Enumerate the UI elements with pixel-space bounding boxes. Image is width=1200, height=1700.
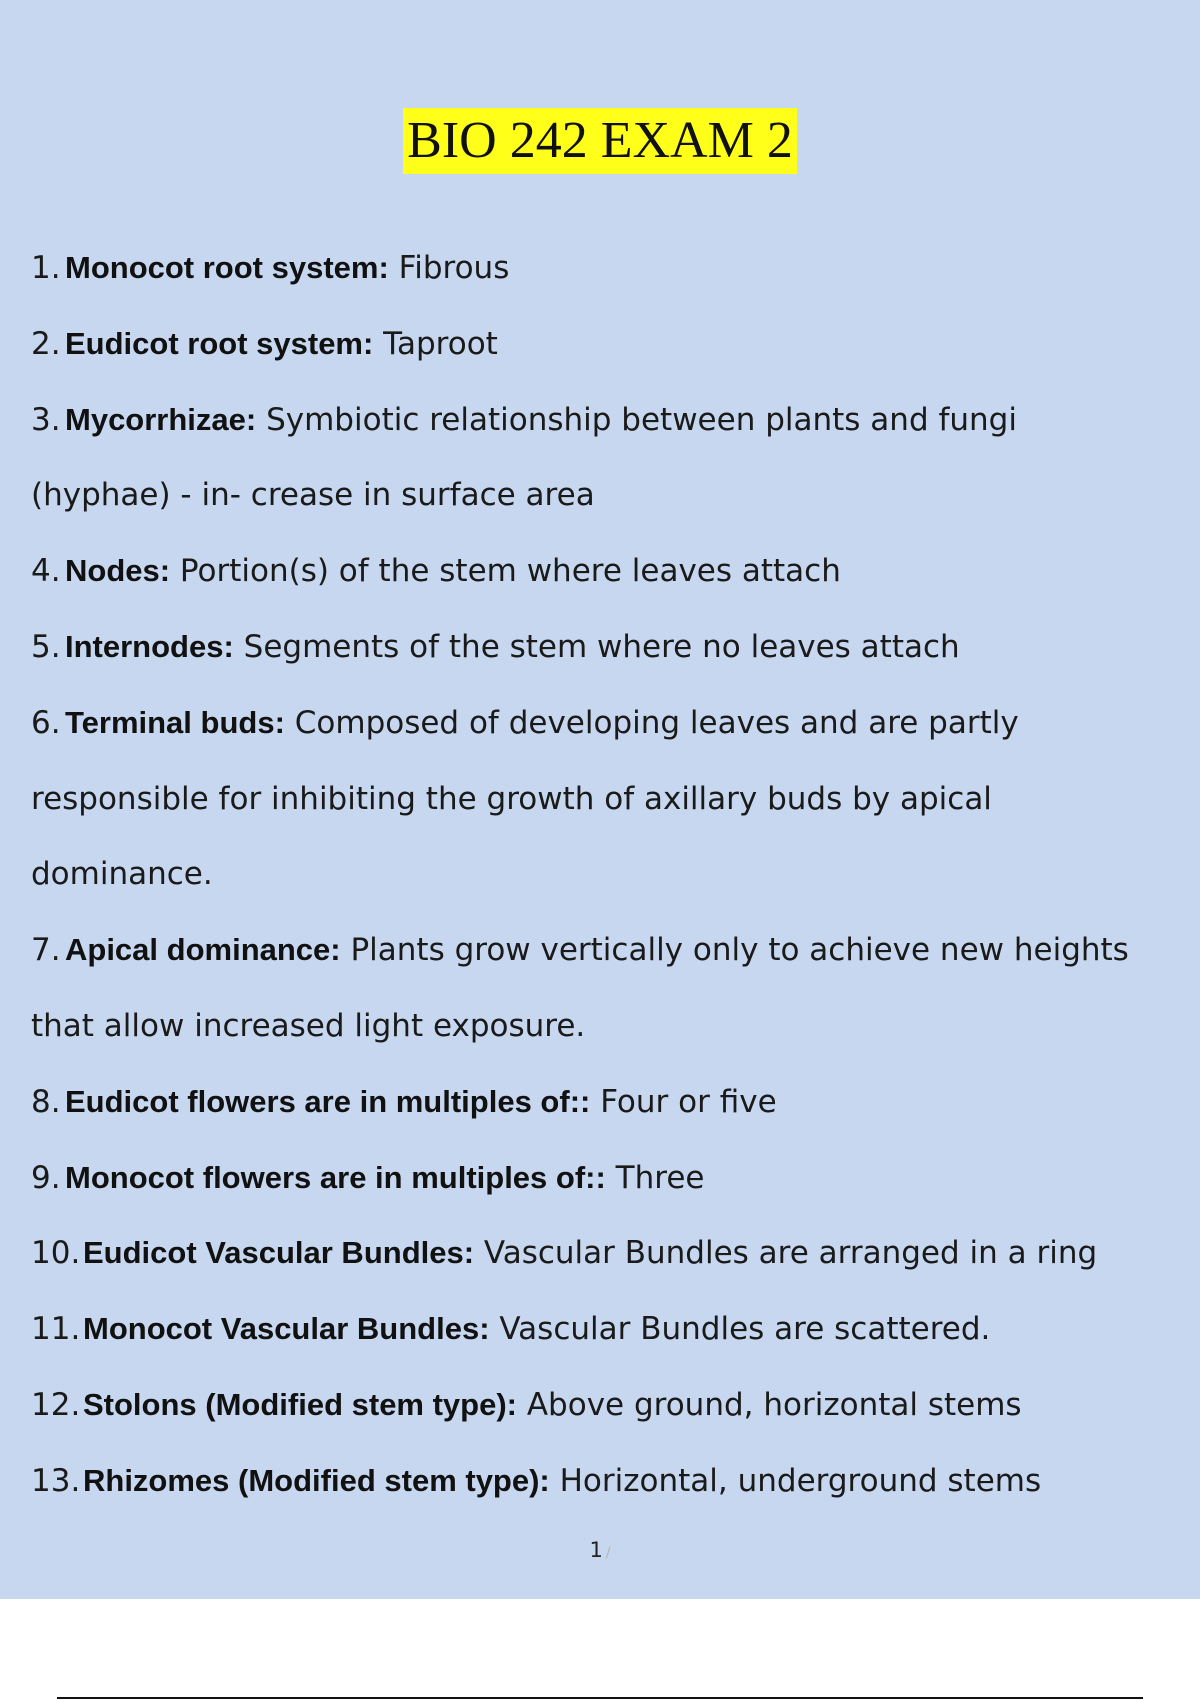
item-definition-line: (hyphae) - in- crease in surface area xyxy=(31,477,595,514)
item-definition: Composed of developing leaves and are partly xyxy=(284,704,1019,741)
list-item xyxy=(31,1229,1181,1305)
item-definition: Vascular Bundles are arranged in a ring xyxy=(474,1235,1098,1272)
document-title: BIO 242 EXAM 2 xyxy=(403,108,797,174)
item-definition: Plants grow vertically only to achieve new heights xyxy=(340,932,1129,969)
item-number: 8. xyxy=(31,1083,61,1120)
item-definition-line: dominance. xyxy=(31,856,213,893)
item-number: 11. xyxy=(31,1311,81,1348)
item-term: Terminal buds: xyxy=(65,704,285,740)
item-term: Internodes: xyxy=(65,628,234,664)
list-item xyxy=(31,926,1181,1002)
item-definition: Portion(s) of the stem where leaves attach xyxy=(170,553,841,590)
list-item xyxy=(31,396,1181,472)
item-number: 6. xyxy=(31,704,61,741)
item-definition-line: responsible for inhibiting the growth of axillary buds by apical xyxy=(31,780,992,817)
item-definition: Three xyxy=(605,1159,705,1196)
item-term: Rhizomes (Modified stem type): xyxy=(83,1462,550,1498)
title-container xyxy=(0,108,1200,174)
item-term: Stolons (Modified stem type): xyxy=(83,1386,517,1422)
item-definition-continuation xyxy=(31,850,1181,926)
item-term: Eudicot root system: xyxy=(65,325,374,361)
list-item xyxy=(31,1154,1181,1230)
item-definition: Horizontal, underground stems xyxy=(549,1462,1042,1499)
item-definition: Vascular Bundles are scattered. xyxy=(489,1311,991,1348)
list-item xyxy=(31,547,1181,623)
item-definition: Taproot xyxy=(373,325,498,362)
item-term: Monocot Vascular Bundles: xyxy=(83,1311,490,1347)
flashcard-list xyxy=(31,244,1181,1533)
list-item xyxy=(31,699,1181,775)
item-term: Monocot root system: xyxy=(65,250,389,285)
list-item xyxy=(31,1078,1181,1154)
list-item xyxy=(31,623,1181,699)
item-number: 2. xyxy=(31,325,61,362)
item-definition: Symbiotic relationship between plants and fungi xyxy=(256,401,1017,438)
list-item xyxy=(31,320,1181,396)
item-term: Apical dominance: xyxy=(65,932,341,968)
list-item xyxy=(31,244,1181,320)
item-definition: Segments of the stem where no leaves attach xyxy=(233,628,960,665)
item-number: 4. xyxy=(31,553,61,590)
item-definition-continuation xyxy=(31,775,1181,851)
page-number-suffix: / xyxy=(605,1545,611,1561)
item-term: Eudicot Vascular Bundles: xyxy=(83,1235,475,1271)
item-definition-continuation xyxy=(31,1002,1181,1078)
item-definition: Above ground, horizontal stems xyxy=(517,1386,1022,1423)
page-number-value: 1 xyxy=(589,1538,603,1562)
list-item xyxy=(31,1381,1181,1457)
item-term: Nodes: xyxy=(65,553,171,589)
item-number: 12. xyxy=(31,1386,81,1423)
list-item xyxy=(31,1305,1181,1381)
page-number xyxy=(0,1538,1200,1562)
item-definition-line: that allow increased light exposure. xyxy=(31,1007,586,1044)
item-number: 3. xyxy=(31,401,61,438)
list-item xyxy=(31,1457,1181,1533)
item-definition: Four or five xyxy=(590,1083,777,1120)
item-term: Monocot flowers are in multiples of:: xyxy=(65,1159,606,1195)
item-number: 5. xyxy=(31,628,61,665)
item-term: Mycorrhizae: xyxy=(65,401,257,437)
item-number: 1. xyxy=(31,250,61,286)
item-number: 10. xyxy=(31,1235,81,1272)
item-number: 9. xyxy=(31,1159,61,1196)
item-term: Eudicot flowers are in multiples of:: xyxy=(65,1083,591,1119)
item-number: 13. xyxy=(31,1462,81,1499)
item-number: 7. xyxy=(31,932,61,969)
item-definition: Fibrous xyxy=(388,250,510,286)
item-definition-continuation xyxy=(31,471,1181,547)
page-divider xyxy=(57,1697,1143,1699)
